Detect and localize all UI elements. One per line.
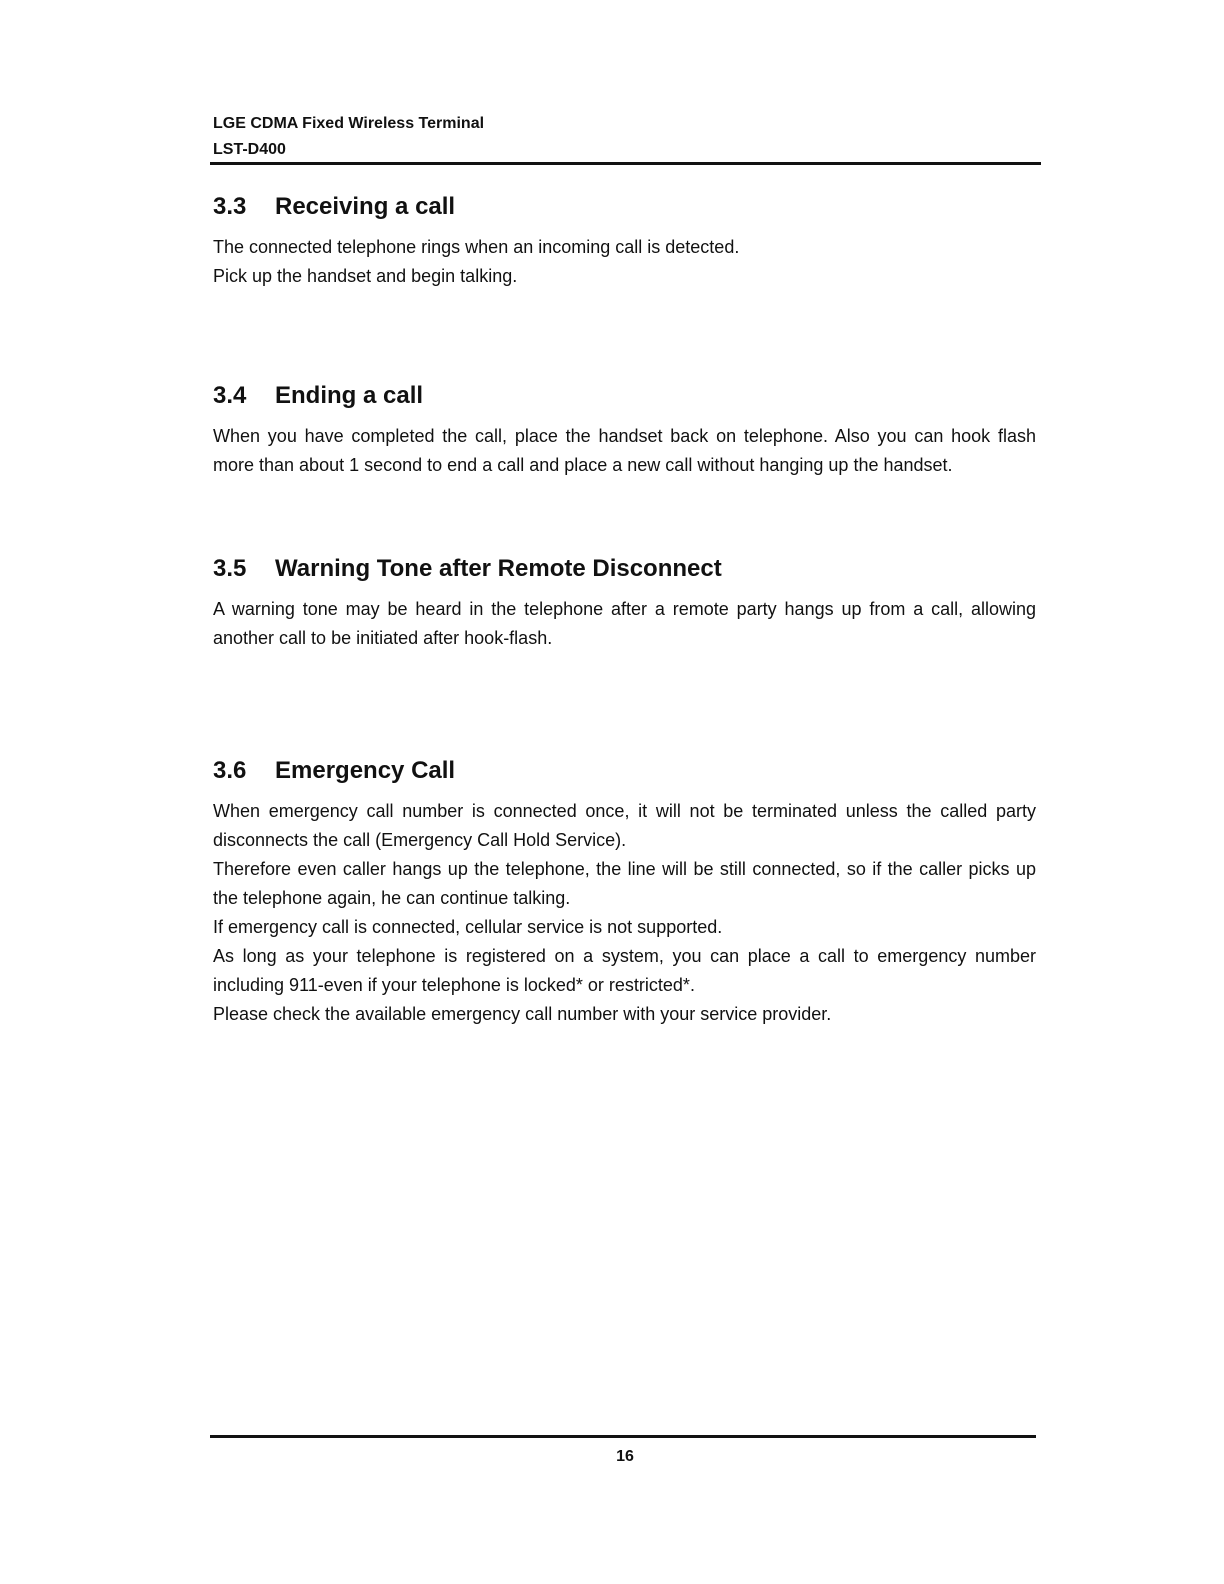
page-number: 16 bbox=[616, 1448, 634, 1465]
paragraph: Therefore even caller hangs up the telephone, the line will be still connected, so if the caller picks up the telephone again, he can continue talking. bbox=[213, 859, 1036, 908]
paragraph: When emergency call number is connected once, it will not be terminated unless the called party disconnects the call (Emergency Call Hold Service). bbox=[213, 801, 1036, 850]
section-warning-tone bbox=[213, 555, 1036, 653]
paragraph: A warning tone may be heard in the telephone after a remote party hangs up from a call, allowing another call to be initiated after hook-flash. bbox=[213, 599, 1036, 648]
header-model: LST-D400 bbox=[213, 141, 286, 158]
section-heading: 3.6 Emergency Call bbox=[213, 757, 456, 784]
paragraph: Please check the available emergency call number with your service provider. bbox=[213, 1004, 832, 1024]
header-rule bbox=[210, 162, 1041, 165]
footer-rule bbox=[210, 1435, 1036, 1438]
section-emergency-call bbox=[213, 757, 1036, 1029]
paragraph: If emergency call is connected, cellular service is not supported. bbox=[213, 917, 723, 937]
section-heading: 3.3 Receiving a call bbox=[213, 193, 456, 220]
section-heading: 3.4 Ending a call bbox=[213, 382, 424, 409]
paragraph: When you have completed the call, place the handset back on telephone. Also you can hook flash more than about 1 second to end a call and place a new call without hanging up the handset. bbox=[213, 426, 1036, 475]
paragraph: As long as your telephone is registered on a system, you can place a call to emergency number including 911-even if your telephone is locked* or restricted*. bbox=[213, 946, 1036, 995]
section-heading: 3.5 Warning Tone after Remote Disconnect bbox=[213, 555, 722, 582]
paragraph: The connected telephone rings when an incoming call is detected. bbox=[213, 237, 740, 257]
section-ending-call bbox=[213, 382, 1036, 480]
paragraph: Pick up the handset and begin talking. bbox=[213, 266, 518, 286]
section-receiving-call bbox=[213, 193, 1036, 291]
header-title: LGE CDMA Fixed Wireless Terminal bbox=[213, 115, 485, 132]
